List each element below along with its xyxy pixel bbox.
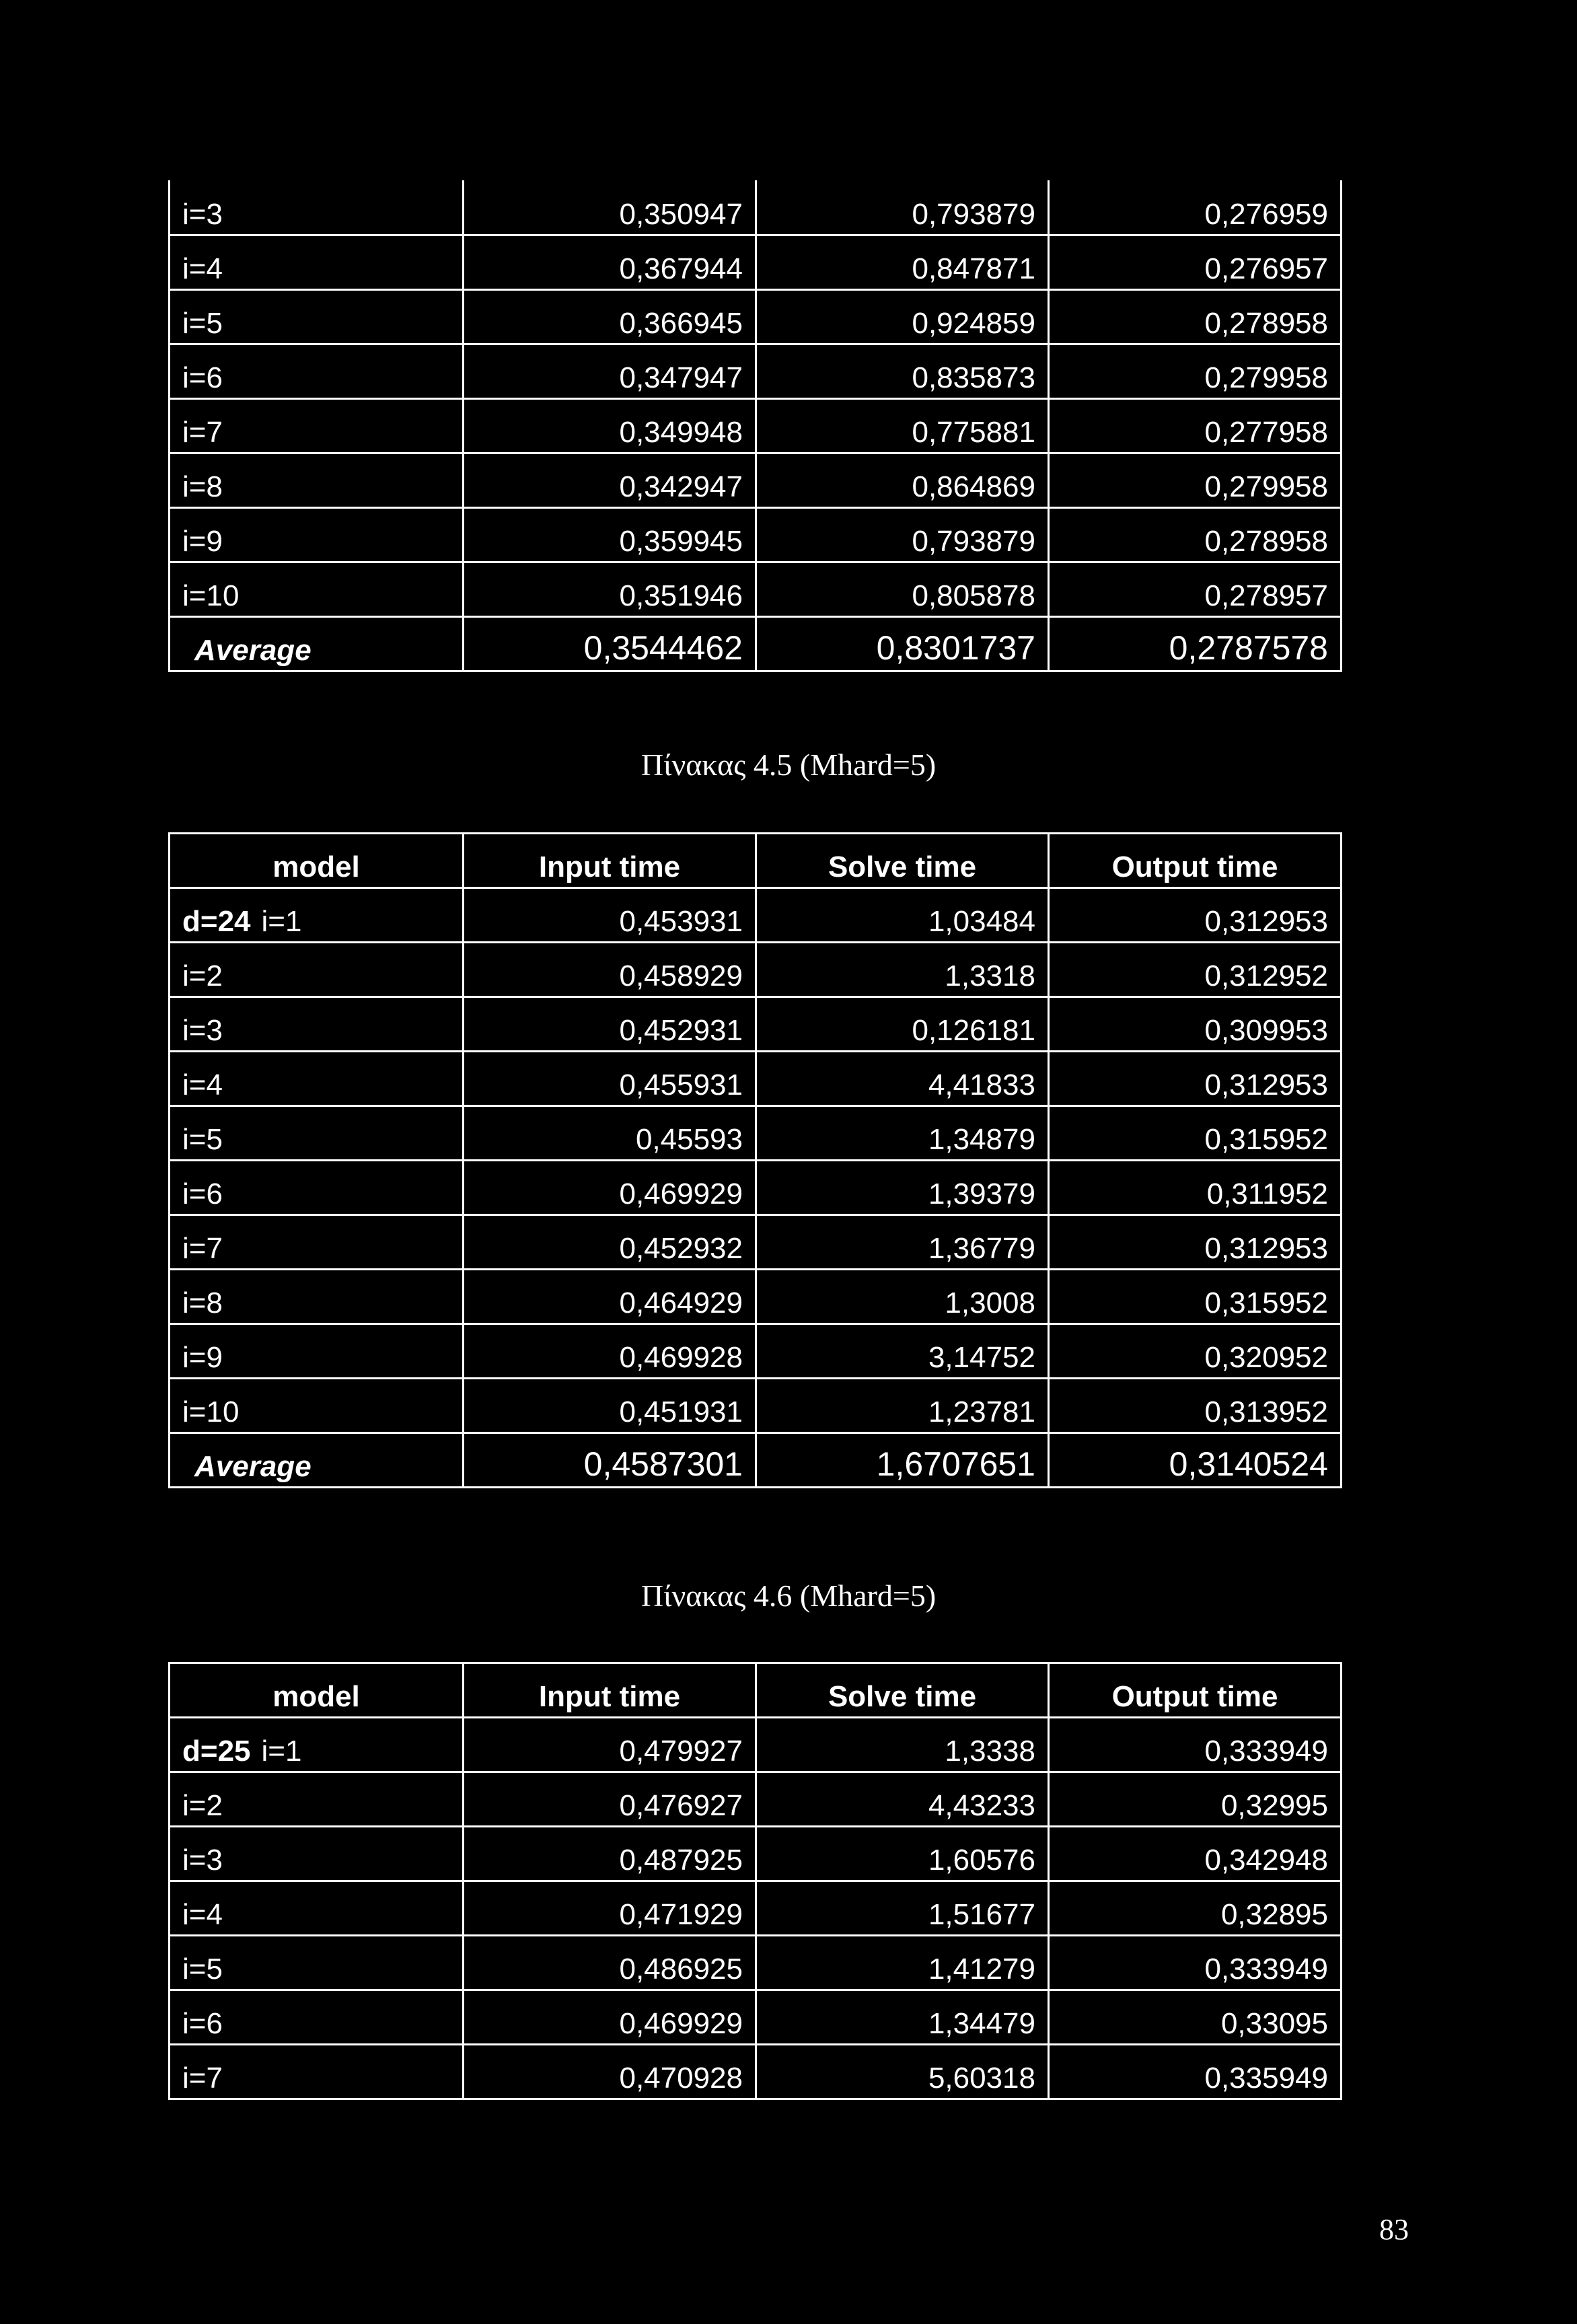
row-label (170, 888, 464, 943)
table-caption: Πίνακας 4.5 (Mhard=5) (640, 748, 937, 782)
solve-time-cell: 1,03484 (756, 888, 1049, 943)
output-time-cell: 0,312953 (1049, 888, 1342, 943)
row-label: i=3 (170, 180, 464, 235)
input-time-cell: 0,45593 (464, 1106, 756, 1161)
average-row (170, 616, 1342, 671)
input-time-cell: 0,458929 (464, 943, 756, 997)
solve-time-cell: 0,847871 (756, 235, 1049, 289)
row-label: i=2 (170, 943, 464, 997)
header-model: model (170, 834, 464, 888)
table-row (170, 1718, 1342, 1772)
d-label: d=25 (182, 1735, 251, 1768)
i-label: i=1 (261, 905, 302, 938)
row-label: i=2 (170, 1772, 464, 1827)
input-time-cell: 0,452932 (464, 1215, 756, 1270)
solve-time-cell: 1,34879 (756, 1106, 1049, 1161)
solve-time-cell: 1,60576 (756, 1827, 1049, 1881)
input-time-cell: 0,367944 (464, 235, 756, 289)
solve-time-cell: 1,36779 (756, 1215, 1049, 1270)
row-label: i=8 (170, 1270, 464, 1324)
average-solve-time: 1,6707651 (756, 1433, 1049, 1488)
table-header-row (170, 834, 1342, 888)
header-output-time: Output time (1049, 834, 1342, 888)
output-time-cell: 0,278958 (1049, 507, 1342, 562)
table-row (170, 1772, 1342, 1827)
input-time-cell: 0,479927 (464, 1718, 756, 1772)
output-time-cell: 0,312952 (1049, 943, 1342, 997)
table-row (170, 398, 1342, 453)
solve-time-cell: 4,41833 (756, 1052, 1049, 1106)
table-caption: Πίνακας 4.6 (Mhard=5) (640, 1578, 937, 1613)
row-label: i=3 (170, 997, 464, 1052)
solve-time-cell: 1,34479 (756, 1990, 1049, 2045)
output-time-cell: 0,276959 (1049, 180, 1342, 235)
input-time-cell: 0,464929 (464, 1270, 756, 1324)
solve-time-cell: 1,39379 (756, 1161, 1049, 1215)
output-time-cell: 0,32995 (1049, 1772, 1342, 1827)
output-time-cell: 0,278957 (1049, 562, 1342, 616)
output-time-cell: 0,311952 (1049, 1161, 1342, 1215)
d-label: d=24 (182, 905, 251, 938)
output-time-cell: 0,335949 (1049, 2045, 1342, 2099)
header-input-time: Input time (464, 1663, 756, 1718)
input-time-cell: 0,347947 (464, 344, 756, 398)
average-label: Average (170, 616, 464, 671)
row-label: i=10 (170, 1379, 464, 1433)
output-time-cell: 0,333949 (1049, 1936, 1342, 1990)
solve-time-cell: 5,60318 (756, 2045, 1049, 2099)
table-row (170, 1379, 1342, 1433)
row-label: i=7 (170, 398, 464, 453)
average-row (170, 1433, 1342, 1488)
row-label: i=8 (170, 453, 464, 507)
average-input-time: 0,4587301 (464, 1433, 756, 1488)
table-row (170, 1990, 1342, 2045)
table-row (170, 1936, 1342, 1990)
input-time-cell: 0,349948 (464, 398, 756, 453)
input-time-cell: 0,453931 (464, 888, 756, 943)
input-time-cell: 0,351946 (464, 562, 756, 616)
page-number: 83 (1379, 2213, 1409, 2246)
table-row (170, 1881, 1342, 1936)
header-input-time: Input time (464, 834, 756, 888)
output-time-cell: 0,309953 (1049, 997, 1342, 1052)
solve-time-cell: 4,43233 (756, 1772, 1049, 1827)
row-label: i=7 (170, 1215, 464, 1270)
average-label: Average (170, 1433, 464, 1488)
solve-time-cell: 0,864869 (756, 453, 1049, 507)
row-label: i=5 (170, 289, 464, 344)
average-solve-time: 0,8301737 (756, 616, 1049, 671)
row-label: i=3 (170, 1827, 464, 1881)
row-label: i=6 (170, 1161, 464, 1215)
table-row (170, 943, 1342, 997)
table-row (170, 507, 1342, 562)
table-row (170, 1324, 1342, 1379)
input-time-cell: 0,359945 (464, 507, 756, 562)
input-time-cell: 0,469929 (464, 1161, 756, 1215)
table-row (170, 1270, 1342, 1324)
solve-time-cell: 0,805878 (756, 562, 1049, 616)
solve-time-cell: 1,3008 (756, 1270, 1049, 1324)
row-label: i=5 (170, 1106, 464, 1161)
table-row (170, 453, 1342, 507)
table-row (170, 562, 1342, 616)
row-label: i=6 (170, 344, 464, 398)
output-time-cell: 0,33095 (1049, 1990, 1342, 2045)
header-solve-time: Solve time (756, 1663, 1049, 1718)
output-time-cell: 0,315952 (1049, 1106, 1342, 1161)
row-label: i=5 (170, 1936, 464, 1990)
row-label (170, 1718, 464, 1772)
average-output-time: 0,3140524 (1049, 1433, 1342, 1488)
solve-time-cell: 3,14752 (756, 1324, 1049, 1379)
output-time-cell: 0,313952 (1049, 1379, 1342, 1433)
output-time-cell: 0,315952 (1049, 1270, 1342, 1324)
table-header-row (170, 1663, 1342, 1718)
table-row (170, 1052, 1342, 1106)
header-model: model (170, 1663, 464, 1718)
row-label: i=10 (170, 562, 464, 616)
table-row (170, 1106, 1342, 1161)
input-time-cell: 0,469928 (464, 1324, 756, 1379)
solve-time-cell: 0,835873 (756, 344, 1049, 398)
input-time-cell: 0,451931 (464, 1379, 756, 1433)
solve-time-cell: 1,3338 (756, 1718, 1049, 1772)
table-row (170, 289, 1342, 344)
output-time-cell: 0,312953 (1049, 1215, 1342, 1270)
table-row (170, 235, 1342, 289)
row-label: i=9 (170, 1324, 464, 1379)
solve-time-cell: 1,3318 (756, 943, 1049, 997)
output-time-cell: 0,276957 (1049, 235, 1342, 289)
row-label: i=7 (170, 2045, 464, 2099)
input-time-cell: 0,471929 (464, 1881, 756, 1936)
solve-time-cell: 0,793879 (756, 507, 1049, 562)
solve-time-cell: 1,23781 (756, 1379, 1049, 1433)
input-time-cell: 0,476927 (464, 1772, 756, 1827)
input-time-cell: 0,366945 (464, 289, 756, 344)
input-time-cell: 0,452931 (464, 997, 756, 1052)
output-time-cell: 0,32895 (1049, 1881, 1342, 1936)
solve-time-cell: 0,126181 (756, 997, 1049, 1052)
row-label: i=9 (170, 507, 464, 562)
input-time-cell: 0,455931 (464, 1052, 756, 1106)
table-row (170, 997, 1342, 1052)
solve-time-cell: 0,924859 (756, 289, 1049, 344)
output-time-cell: 0,279958 (1049, 344, 1342, 398)
input-time-cell: 0,487925 (464, 1827, 756, 1881)
output-time-cell: 0,333949 (1049, 1718, 1342, 1772)
results-table-2 (168, 832, 1342, 1488)
table-row (170, 180, 1342, 235)
average-output-time: 0,2787578 (1049, 616, 1342, 671)
table-row (170, 1827, 1342, 1881)
output-time-cell: 0,277958 (1049, 398, 1342, 453)
header-solve-time: Solve time (756, 834, 1049, 888)
solve-time-cell: 0,793879 (756, 180, 1049, 235)
output-time-cell: 0,320952 (1049, 1324, 1342, 1379)
solve-time-cell: 1,41279 (756, 1936, 1049, 1990)
row-label: i=6 (170, 1990, 464, 2045)
table-row (170, 1215, 1342, 1270)
header-output-time: Output time (1049, 1663, 1342, 1718)
row-label: i=4 (170, 235, 464, 289)
table-row (170, 344, 1342, 398)
results-table-3 (168, 1662, 1342, 2100)
row-label: i=4 (170, 1052, 464, 1106)
table-row (170, 888, 1342, 943)
results-table-1 (168, 180, 1342, 672)
input-time-cell: 0,470928 (464, 2045, 756, 2099)
input-time-cell: 0,469929 (464, 1990, 756, 2045)
input-time-cell: 0,342947 (464, 453, 756, 507)
solve-time-cell: 0,775881 (756, 398, 1049, 453)
output-time-cell: 0,278958 (1049, 289, 1342, 344)
row-label: i=4 (170, 1881, 464, 1936)
output-time-cell: 0,279958 (1049, 453, 1342, 507)
table-row (170, 1161, 1342, 1215)
i-label: i=1 (261, 1735, 302, 1768)
solve-time-cell: 1,51677 (756, 1881, 1049, 1936)
input-time-cell: 0,350947 (464, 180, 756, 235)
table-row (170, 2045, 1342, 2099)
input-time-cell: 0,486925 (464, 1936, 756, 1990)
output-time-cell: 0,342948 (1049, 1827, 1342, 1881)
average-input-time: 0,3544462 (464, 616, 756, 671)
output-time-cell: 0,312953 (1049, 1052, 1342, 1106)
